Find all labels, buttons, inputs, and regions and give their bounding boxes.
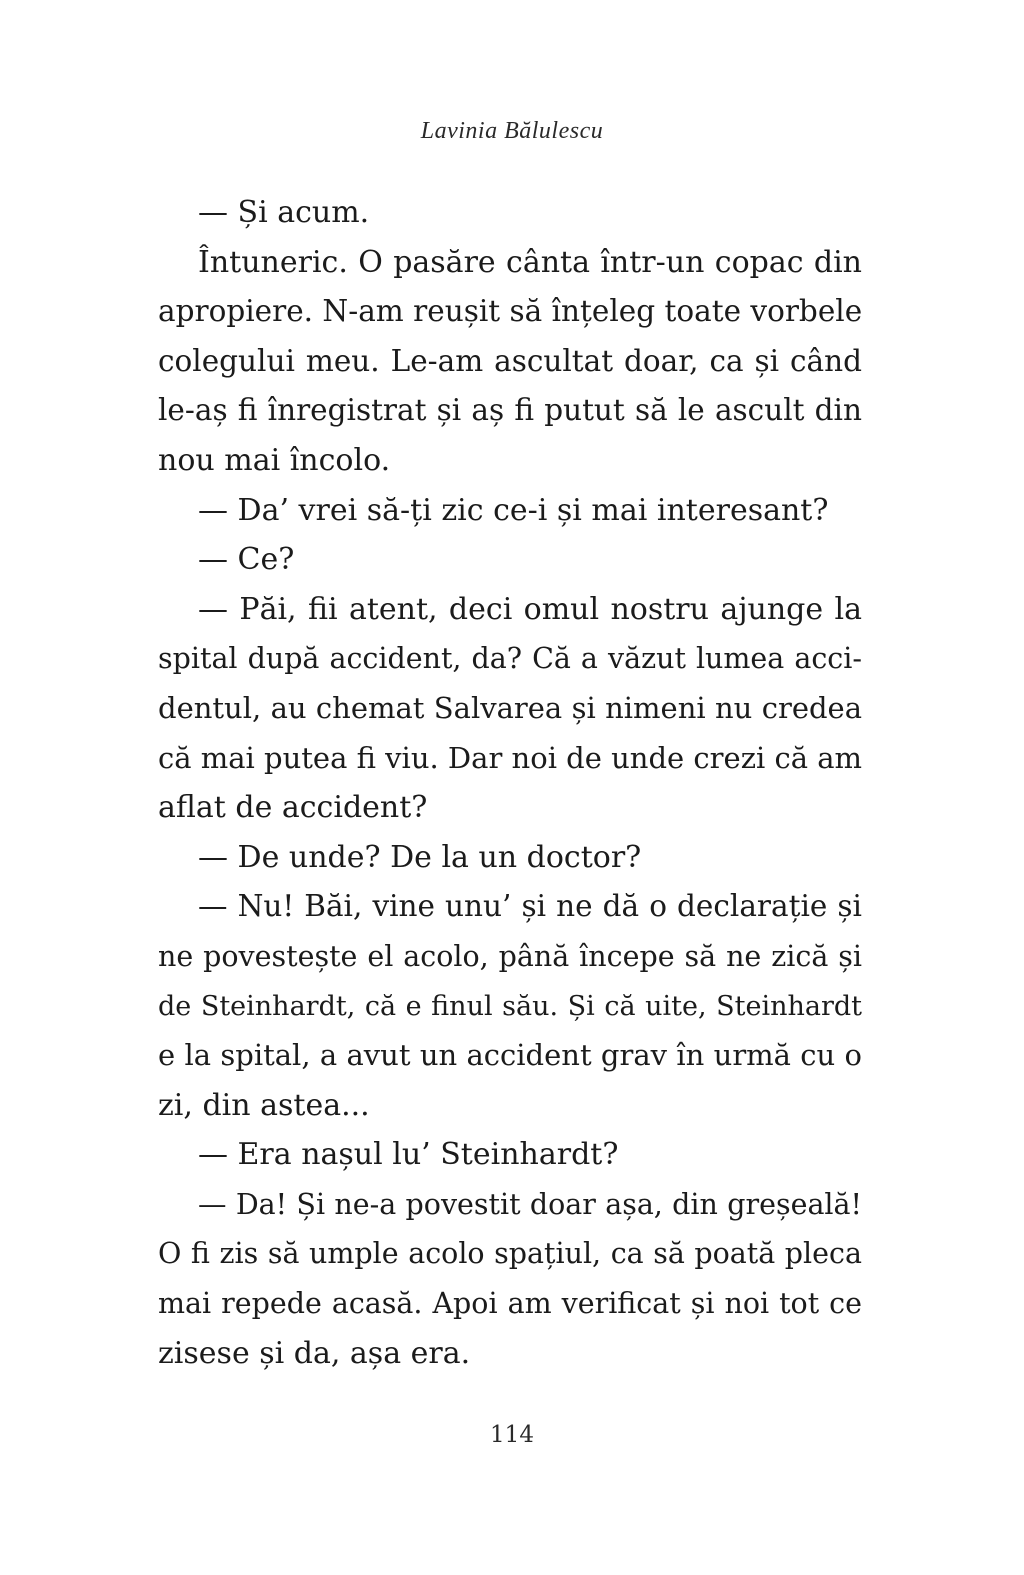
text-line: Întuneric. O pasăre cânta într-un copac din: [198, 244, 862, 280]
text-line: — Era nașul lu’ Steinhardt?: [198, 1137, 619, 1173]
text-line: e la spital, a avut un accident grav în urmă cu o: [158, 1038, 862, 1073]
text-line: aflat de accident?: [158, 790, 428, 826]
text-line: colegului meu. Le-am ascultat doar, ca și când: [158, 343, 862, 378]
page-number: 114: [490, 1422, 534, 1448]
text-line: — Da! Și ne-a povestit doar așa, din greșeală!: [198, 1187, 862, 1221]
text-line: apropiere. N-am reușit să înțeleg toate vorbele: [158, 294, 863, 329]
text-line: mai repede acasă. Apoi am verificat și noi tot ce: [158, 1287, 862, 1321]
text-line: — Da’ vrei să-ți zic ce-i și mai interesant?: [198, 492, 829, 528]
text-line: dentul, au chemat Salvarea și nimeni nu credea: [158, 690, 862, 725]
text-line: — Păi, fii atent, deci omul nostru ajunge la: [198, 591, 862, 627]
text-line: zi, din astea...: [158, 1087, 370, 1123]
text-line: — De unde? De la un doctor?: [198, 839, 642, 875]
body-text: [158, 188, 862, 1378]
text-line: O fi zis să umple acolo spațiul, ca să poată pleca: [158, 1237, 862, 1271]
text-line: — Nu! Băi, vine unu’ și ne dă o declarație și: [198, 889, 862, 924]
text-line: le-aș fi înregistrat și aș fi putut să le ascult din: [158, 393, 862, 428]
running-head-author: Lavinia Bălulescu: [420, 118, 604, 144]
text-line: ne povestește el acolo, până începe să ne zică și: [158, 939, 862, 973]
text-line: — Și acum.: [198, 195, 370, 230]
text-line: de Steinhardt, că e finul său. Și că uite, Steinhardt: [158, 990, 862, 1022]
text-line: nou mai încolo.: [158, 442, 391, 478]
text-line: spital după accident, da? Că a văzut lumea acci-: [158, 642, 862, 676]
text-line: că mai putea fi viu. Dar noi de unde crezi că am: [158, 740, 863, 775]
text-line: — Ce?: [198, 542, 295, 578]
text-line: zisese și da, așa era.: [158, 1335, 471, 1371]
